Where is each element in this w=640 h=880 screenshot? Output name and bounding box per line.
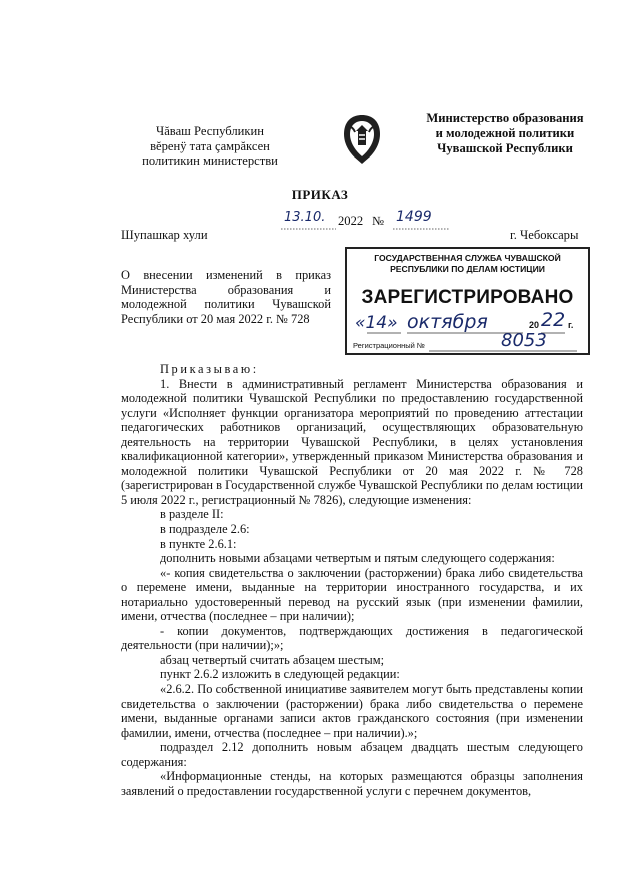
paragraph-order: Приказываю: (160, 362, 259, 376)
stamp-number-underline (429, 350, 579, 353)
order-year: 2022 (338, 214, 364, 228)
header-right-line-3: Чувашской Республики (437, 141, 573, 155)
stamp-day: «14» (355, 313, 398, 333)
paragraph-renumber: абзац четвертый считать абзацем шестым; (160, 652, 385, 667)
paragraph-point-2-6-1: в пункте 2.6.1: (160, 536, 237, 551)
stamp-date-underline (355, 332, 585, 335)
header-left-chuvash (115, 124, 305, 169)
stamp-year-prefix: 20 (529, 320, 540, 330)
stamp-reg-number: 8053 (501, 330, 547, 351)
order-number-label: № (372, 214, 385, 228)
stamp-registered: ЗАРЕГИСТРИРОВАНО (361, 287, 574, 308)
document-title: ПРИКАЗ (291, 187, 349, 202)
handwritten-date: 13.10. (284, 210, 326, 225)
coat-of-arms-emblem (339, 113, 385, 165)
stamp-date-line (355, 309, 585, 335)
paragraph-subsection-2-12: подраздел 2.12 дополнить новым абзацем двадцать шестым следующего содержания: (121, 740, 583, 769)
paragraph-quote-achievements: - копии документов, подтверждающих достижения в педагогической деятельности (при наличии);»; (121, 623, 583, 653)
paragraph-section-2: в разделе II: (160, 507, 224, 522)
order-subject: О внесении изменений в приказ Министерства образования и молодежной политики Чувашской Республики от 20 мая 2022 г. № 728 (121, 268, 331, 326)
handwritten-order-number: 1499 (396, 209, 432, 225)
paragraph-quote-stands: «Информационные стенды, на которых размещаются образцы заполнения заявлений о предоставлении государственной услуги с перечнем документов, (121, 769, 583, 798)
header-left-line-2: вĕренÿ тата çамрăксен (150, 139, 270, 153)
paragraph-quote-marriage: «- копия свидетельства о заключении (расторжении) брака либо свидетельства о перемене имени, выданные на территории иностранного государства, и их нотариально удостоверенный перевод на русский язык (при изменении фамилии, имени, отчества (последнее – при наличии); (121, 565, 583, 624)
paragraph-point-2-6-2: пункт 2.6.2 изложить в следующей редакции: (160, 667, 400, 682)
dateline (0, 209, 640, 242)
place-left: Шупашкар хули (121, 228, 208, 242)
stamp-reg-label: Регистрационный № (353, 341, 425, 350)
header-left-line-3: политикин министерстви (142, 154, 278, 168)
stamp-month: октября (407, 311, 488, 333)
stamp-agency-line-1: ГОСУДАРСТВЕННАЯ СЛУЖБА ЧУВАШСКОЙ (374, 253, 561, 263)
stamp-reg-number-line (353, 330, 583, 353)
stamp-year-suffix: г. (568, 320, 574, 330)
place-right: г. Чебоксары (510, 228, 579, 242)
paragraph-1: 1. Внести в административный регламент Министерства образования и молодежной политики Чувашской Республики по предоставлению государственной услуги «Исполняет функции организатора мероприятий по проведению аттестации педагогических работников организаций, осуществляющих образовательную деятельность на территории Чувашской Республики, в целях установления квалификационной категории», утвержденный приказом Министерства образования и молодежной политики Чувашской Республики от 20 мая 2022 г. № 728 (зарегистрирован в Государственной службе Чувашской Республики по делам юстиции 5 июля 2022 г., регистрационный № 7826), следующие изменения: (121, 376, 583, 507)
header-right-line-2: и молодежной политики (435, 126, 575, 140)
paragraph-quote-2-6-2: «2.6.2. По собственной инициативе заявителем могут быть представлены копии свидетельства о заключении (расторжении) брака либо свидетельства о перемене имени, выданные органами записи актов гражданского состояния (при изменении фамилии, имени, отчества (последнее – при наличии).»; (121, 682, 583, 740)
paragraph-subsection-2-6: в подразделе 2.6: (160, 522, 250, 537)
registration-stamp (345, 247, 590, 355)
paragraph-add-abzats: дополнить новыми абзацами четвертым и пятым следующего содержания: (160, 551, 555, 566)
header-right-line-1: Министерство образования (426, 111, 584, 125)
dateline-underline (281, 228, 451, 232)
header-right-russian (415, 111, 595, 156)
stamp-agency (347, 253, 588, 275)
order-body (121, 362, 583, 798)
stamp-agency-line-2: РЕСПУБЛИКИ ПО ДЕЛАМ ЮСТИЦИИ (390, 264, 545, 274)
stamp-year: 22 (541, 309, 566, 331)
header-left-line-1: Чăваш Республикин (156, 124, 264, 138)
